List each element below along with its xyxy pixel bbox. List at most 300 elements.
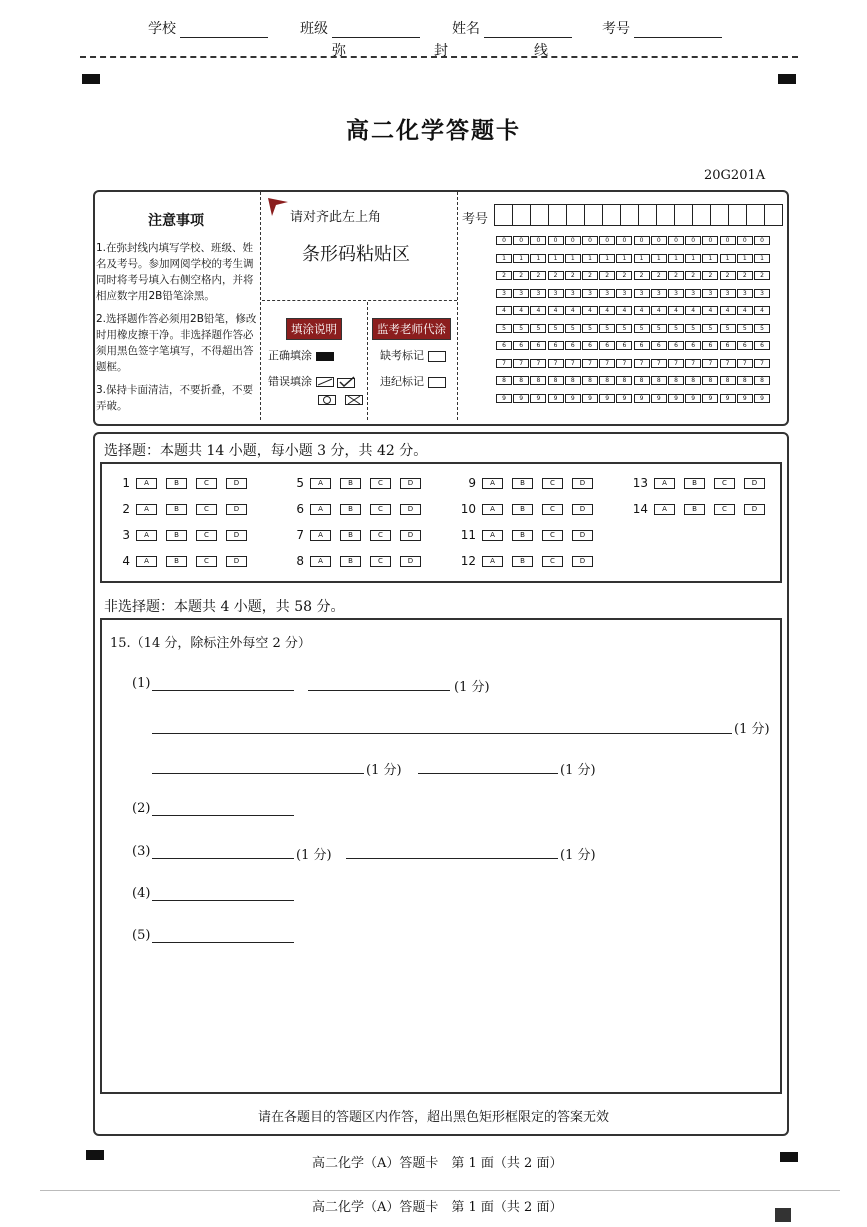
choice-question-row	[286, 476, 430, 490]
question-number: 4	[122, 554, 130, 568]
choice-question-row	[630, 476, 774, 490]
part-label: (4)	[132, 886, 151, 901]
barcode-hint: 请对齐此左上角	[290, 210, 382, 225]
option-bubble[interactable]: C	[542, 478, 563, 489]
absent-mark[interactable]: 缺考标记	[380, 347, 446, 363]
option-bubble[interactable]: D	[572, 556, 593, 567]
exam-digit-bubble[interactable]: 3	[565, 289, 581, 298]
exam-digit-bubble[interactable]: 8	[565, 376, 581, 385]
exam-digit-bubble[interactable]: 6	[599, 341, 615, 350]
alignment-mark	[775, 1208, 791, 1222]
exam-digit-bubble[interactable]: 8	[599, 376, 615, 385]
choice-grid	[100, 462, 778, 579]
exam-digit-bubble[interactable]: 7	[754, 359, 770, 368]
answer-blank[interactable]	[152, 773, 364, 774]
exam-digit-bubble[interactable]: 7	[616, 359, 632, 368]
alignment-mark	[780, 1152, 798, 1162]
exam-digit-bubble[interactable]: 9	[754, 394, 770, 403]
exam-digit-bubble[interactable]: 3	[685, 289, 701, 298]
exam-digit-bubble[interactable]: 9	[548, 394, 564, 403]
exam-digit-bubble[interactable]: 7	[634, 359, 650, 368]
option-bubble[interactable]: B	[512, 530, 533, 541]
exam-digit-bubble[interactable]: 6	[685, 341, 701, 350]
alignment-mark	[82, 74, 100, 84]
exam-digit-bubble[interactable]: 8	[668, 376, 684, 385]
exam-digit-bubble[interactable]: 3	[582, 289, 598, 298]
exam-digit-bubble[interactable]: 4	[668, 306, 684, 315]
option-bubble[interactable]: A	[654, 504, 675, 515]
option-bubble[interactable]: A	[310, 530, 331, 541]
exam-digit-bubble[interactable]: 5	[668, 324, 684, 333]
option-bubble[interactable]: C	[370, 478, 391, 489]
score-note: (1 分)	[366, 763, 402, 778]
exam-digit-bubble[interactable]: 6	[737, 341, 753, 350]
choice-question-row	[112, 528, 256, 542]
exam-digit-bubble[interactable]: 6	[548, 341, 564, 350]
empty-box-icon	[428, 351, 446, 362]
exam-digit-bubble[interactable]: 0	[513, 236, 529, 245]
choice-question-row	[112, 476, 256, 490]
seal-char: 封	[434, 43, 450, 59]
exam-digit-bubble[interactable]: 7	[702, 359, 718, 368]
violation-mark[interactable]: 违纪标记	[380, 373, 446, 389]
option-bubble[interactable]: D	[744, 504, 765, 515]
exam-digit-bubble[interactable]: 8	[754, 376, 770, 385]
part-label: (3)	[132, 844, 151, 859]
exam-digit-bubble[interactable]: 8	[651, 376, 667, 385]
correct-fill-row: 正确填涂	[268, 347, 334, 363]
option-bubble[interactable]: D	[226, 556, 247, 567]
exam-digit-bubble[interactable]: 3	[599, 289, 615, 298]
exam-digit-bubble[interactable]: 2	[496, 271, 512, 280]
option-bubble[interactable]: C	[714, 504, 735, 515]
exam-digit-bubble[interactable]: 5	[496, 324, 512, 333]
exam-digit-bubble[interactable]: 4	[530, 306, 546, 315]
exam-digit-bubble[interactable]: 4	[496, 306, 512, 315]
option-bubble[interactable]: B	[340, 556, 361, 567]
question-number: 10	[460, 502, 476, 516]
exam-digit-bubble[interactable]: 0	[702, 236, 718, 245]
option-bubble[interactable]: B	[512, 556, 533, 567]
option-bubble[interactable]: C	[196, 530, 217, 541]
exam-digit-bubble[interactable]: 6	[634, 341, 650, 350]
exam-digit-bubble[interactable]: 5	[754, 324, 770, 333]
exam-digit-bubble[interactable]: 5	[513, 324, 529, 333]
cross-box-icon	[345, 394, 363, 406]
exam-digit-bubble[interactable]: 5	[582, 324, 598, 333]
exam-digit-bubble[interactable]: 3	[668, 289, 684, 298]
exam-digit-bubble[interactable]: 7	[651, 359, 667, 368]
choice-question-row	[286, 502, 430, 516]
exam-digit-bubble[interactable]: 9	[651, 394, 667, 403]
exam-digit-bubble[interactable]: 2	[651, 271, 667, 280]
exam-digit-bubble[interactable]: 0	[565, 236, 581, 245]
exam-digit-bubble[interactable]: 6	[616, 341, 632, 350]
exam-digit-bubble[interactable]: 0	[737, 236, 753, 245]
exam-digit-bubble[interactable]: 3	[702, 289, 718, 298]
option-bubble[interactable]: B	[166, 504, 187, 515]
question-number: 6	[296, 502, 304, 516]
alignment-mark	[778, 74, 796, 84]
option-bubble[interactable]: D	[226, 478, 247, 489]
option-bubble[interactable]: B	[166, 478, 187, 489]
exam-digit-bubble[interactable]: 1	[685, 254, 701, 263]
exam-digit-bubble[interactable]: 4	[548, 306, 564, 315]
school-field[interactable]: 学校	[148, 18, 268, 38]
option-bubble[interactable]: C	[196, 556, 217, 567]
answer-blank[interactable]	[346, 858, 558, 859]
option-bubble[interactable]: B	[340, 478, 361, 489]
option-bubble[interactable]: D	[572, 530, 593, 541]
exam-digit-bubble[interactable]: 7	[737, 359, 753, 368]
exam-digit-bubble[interactable]: 8	[548, 376, 564, 385]
page-title: 高二化学答题卡	[346, 117, 521, 144]
exam-digit-bubble[interactable]: 9	[685, 394, 701, 403]
exam-digit-bubble[interactable]: 4	[565, 306, 581, 315]
exam-digit-bubble[interactable]: 4	[634, 306, 650, 315]
exam-digit-bubble[interactable]: 0	[530, 236, 546, 245]
exam-digit-bubble[interactable]: 6	[565, 341, 581, 350]
exam-digit-bubble[interactable]: 3	[651, 289, 667, 298]
divider	[260, 192, 261, 420]
page-footer-duplicate: 高二化学（A）答题卡 第 1 面（共 2 面）	[312, 1200, 563, 1215]
exam-digit-bubble[interactable]: 0	[720, 236, 736, 245]
exam-digit-bubble[interactable]: 9	[720, 394, 736, 403]
exam-digit-bubble[interactable]: 9	[616, 394, 632, 403]
exam-digit-bubble[interactable]: 1	[754, 254, 770, 263]
option-bubble[interactable]: A	[482, 504, 503, 515]
exam-number-field[interactable]: 考号	[602, 18, 722, 38]
question-number: 13	[632, 476, 648, 490]
option-bubble[interactable]: A	[654, 478, 675, 489]
exam-digit-bubble[interactable]: 3	[720, 289, 736, 298]
exam-digit-bubble[interactable]: 1	[496, 254, 512, 263]
exam-digit-bubble[interactable]: 6	[702, 341, 718, 350]
option-bubble[interactable]: A	[136, 530, 157, 541]
option-bubble[interactable]: D	[226, 530, 247, 541]
option-bubble[interactable]: A	[136, 504, 157, 515]
exam-digit-bubble[interactable]: 7	[548, 359, 564, 368]
exam-digit-bubble[interactable]: 0	[496, 236, 512, 245]
option-bubble[interactable]: A	[482, 530, 503, 541]
answer-blank[interactable]	[152, 900, 294, 901]
choice-question-row	[458, 528, 602, 542]
exam-digit-bubble[interactable]: 2	[720, 271, 736, 280]
exam-digit-bubble[interactable]: 1	[702, 254, 718, 263]
exam-digit-bubble[interactable]: 5	[565, 324, 581, 333]
exam-digit-bubble[interactable]: 2	[668, 271, 684, 280]
exam-digit-bubble[interactable]: 2	[599, 271, 615, 280]
option-bubble[interactable]: C	[196, 478, 217, 489]
exam-digit-bubble[interactable]: 5	[548, 324, 564, 333]
option-bubble[interactable]: D	[744, 478, 765, 489]
exam-digit-bubble[interactable]: 5	[634, 324, 650, 333]
exam-digit-bubble[interactable]: 9	[737, 394, 753, 403]
question-number: 11	[460, 528, 476, 542]
option-bubble[interactable]: A	[310, 478, 331, 489]
exam-digit-bubble[interactable]: 3	[513, 289, 529, 298]
choice-question-row	[112, 502, 256, 516]
exam-digit-bubble[interactable]: 3	[754, 289, 770, 298]
option-bubble[interactable]: C	[542, 504, 563, 515]
option-bubble[interactable]: D	[400, 504, 421, 515]
option-bubble[interactable]: B	[166, 556, 187, 567]
answer-blank[interactable]	[152, 858, 294, 859]
score-note: (1 分)	[454, 680, 490, 695]
exam-number-cells[interactable]	[494, 204, 782, 226]
exam-digit-bubble[interactable]: 2	[737, 271, 753, 280]
option-bubble[interactable]: A	[482, 478, 503, 489]
exam-digit-bubble[interactable]: 3	[616, 289, 632, 298]
exam-digit-bubble[interactable]: 8	[702, 376, 718, 385]
divider	[457, 192, 458, 420]
option-bubble[interactable]: B	[512, 504, 533, 515]
answer-blank[interactable]	[152, 942, 294, 943]
answer-blank[interactable]	[418, 773, 558, 774]
exam-digit-bubble[interactable]: 1	[599, 254, 615, 263]
name-field[interactable]: 姓名	[452, 18, 572, 38]
exam-digit-bubble[interactable]: 7	[599, 359, 615, 368]
option-bubble[interactable]: C	[714, 478, 735, 489]
exam-digit-bubble[interactable]: 7	[582, 359, 598, 368]
exam-digit-bubble[interactable]: 7	[668, 359, 684, 368]
exam-digit-bubble[interactable]: 7	[496, 359, 512, 368]
exam-digit-bubble[interactable]: 6	[582, 341, 598, 350]
check-box-icon	[337, 376, 355, 388]
corner-arrow-icon	[266, 196, 290, 218]
exam-digit-bubble[interactable]: 1	[616, 254, 632, 263]
scan-edge	[40, 1190, 840, 1191]
notice-item: 2.选择题作答必须用2B铅笔，修改时用橡皮擦干净。非选择题作答必须用黑色签字笔填写，不得超出答题框。	[96, 313, 257, 373]
option-bubble[interactable]: A	[136, 556, 157, 567]
option-bubble[interactable]: D	[400, 530, 421, 541]
answer-blank[interactable]	[308, 690, 450, 691]
option-bubble[interactable]: D	[400, 556, 421, 567]
exam-digit-bubble[interactable]: 4	[685, 306, 701, 315]
exam-digit-bubble[interactable]: 8	[616, 376, 632, 385]
exam-digit-bubble[interactable]: 2	[702, 271, 718, 280]
exam-digit-bubble[interactable]: 3	[548, 289, 564, 298]
exam-digit-bubble[interactable]: 0	[754, 236, 770, 245]
exam-digit-bubble[interactable]: 3	[737, 289, 753, 298]
exam-digit-bubble[interactable]: 6	[754, 341, 770, 350]
exam-digit-bubble[interactable]: 6	[651, 341, 667, 350]
notice-item: 3.保持卡面清洁，不要折叠，不要弄破。	[96, 384, 254, 412]
q15-heading: 15.（14 分，除标注外每空 2 分）	[110, 636, 311, 651]
question-number: 9	[468, 476, 476, 490]
question-number: 3	[122, 528, 130, 542]
exam-digit-bubble[interactable]: 9	[565, 394, 581, 403]
exam-digit-bubble[interactable]: 6	[668, 341, 684, 350]
notice-item: 1.在弥封线内填写学校、班级、姓名及考号。参加网阅学校的考生调同时将考号填入右侧空格内，并将相应数字用2B铅笔涂黑。	[96, 242, 254, 302]
exam-digit-bubble[interactable]: 0	[651, 236, 667, 245]
choice-question-row	[630, 502, 774, 516]
exam-digit-bubble[interactable]: 7	[720, 359, 736, 368]
answer-area-note: 请在各题目的答题区内作答，超出黑色矩形框限定的答案无效	[257, 1110, 609, 1125]
exam-digit-bubble[interactable]: 7	[565, 359, 581, 368]
exam-digit-bubble[interactable]: 2	[565, 271, 581, 280]
option-bubble[interactable]: C	[370, 530, 391, 541]
exam-digit-bubble[interactable]: 0	[599, 236, 615, 245]
score-note: (1 分)	[560, 848, 596, 863]
exam-digit-bubble[interactable]: 1	[668, 254, 684, 263]
exam-digit-bubble[interactable]: 9	[634, 394, 650, 403]
exam-digit-bubble[interactable]: 7	[530, 359, 546, 368]
exam-digit-bubble[interactable]: 4	[754, 306, 770, 315]
choice-question-row	[112, 554, 256, 568]
exam-digit-bubble[interactable]: 8	[582, 376, 598, 385]
option-bubble[interactable]: C	[370, 556, 391, 567]
option-bubble[interactable]: C	[196, 504, 217, 515]
exam-digit-bubble[interactable]: 0	[582, 236, 598, 245]
exam-digit-bubble[interactable]: 0	[685, 236, 701, 245]
option-bubble[interactable]: D	[572, 478, 593, 489]
exam-digit-bubble[interactable]: 2	[513, 271, 529, 280]
option-bubble[interactable]: D	[400, 478, 421, 489]
exam-digit-bubble[interactable]: 1	[720, 254, 736, 263]
exam-digit-bubble[interactable]: 1	[548, 254, 564, 263]
paper-code: 20G201A	[704, 168, 766, 183]
exam-digit-bubble[interactable]: 4	[651, 306, 667, 315]
part-label: (1)	[132, 676, 151, 691]
exam-number-label: 考号	[462, 212, 489, 227]
exam-digit-bubble[interactable]: 1	[582, 254, 598, 263]
seal-char: 弥	[332, 43, 348, 59]
option-bubble[interactable]: A	[482, 556, 503, 567]
question-number: 12	[460, 554, 476, 568]
exam-digit-bubble[interactable]: 2	[616, 271, 632, 280]
exam-digit-bubble[interactable]: 0	[616, 236, 632, 245]
exam-digit-bubble[interactable]: 9	[496, 394, 512, 403]
exam-digit-bubble[interactable]: 4	[702, 306, 718, 315]
exam-digit-bubble[interactable]: 6	[720, 341, 736, 350]
exam-digit-bubble[interactable]: 8	[530, 376, 546, 385]
option-bubble[interactable]: B	[512, 478, 533, 489]
exam-digit-bubble[interactable]: 5	[685, 324, 701, 333]
option-bubble[interactable]: A	[310, 556, 331, 567]
seal-line	[80, 56, 798, 58]
exam-digit-bubble[interactable]: 4	[599, 306, 615, 315]
exam-digit-bubble[interactable]: 6	[513, 341, 529, 350]
exam-digit-bubble[interactable]: 9	[668, 394, 684, 403]
exam-digit-bubble[interactable]: 4	[720, 306, 736, 315]
option-bubble[interactable]: B	[340, 530, 361, 541]
exam-digit-bubble[interactable]: 4	[582, 306, 598, 315]
nonchoice-section-title: 非选择题：本题共 4 小题，共 58 分。	[104, 599, 345, 615]
alignment-mark	[86, 1150, 104, 1160]
exam-digit-bubble[interactable]: 1	[565, 254, 581, 263]
exam-digit-bubble[interactable]: 5	[651, 324, 667, 333]
exam-digit-bubble[interactable]: 3	[496, 289, 512, 298]
option-bubble[interactable]: B	[166, 530, 187, 541]
seal-char: 线	[534, 43, 550, 59]
option-bubble[interactable]: C	[542, 530, 563, 541]
circle-box-icon	[318, 394, 336, 406]
exam-digit-bubble[interactable]: 9	[702, 394, 718, 403]
option-bubble[interactable]: D	[572, 504, 593, 515]
option-bubble[interactable]: B	[684, 478, 705, 489]
exam-digit-bubble[interactable]: 2	[548, 271, 564, 280]
option-bubble[interactable]: B	[340, 504, 361, 515]
exam-digit-bubble[interactable]: 7	[685, 359, 701, 368]
exam-digit-bubble[interactable]: 5	[599, 324, 615, 333]
exam-digit-bubble[interactable]: 5	[616, 324, 632, 333]
proctor-label: 监考老师代涂	[372, 318, 451, 340]
notice-title: 注意事项	[148, 213, 204, 229]
exam-digit-bubble[interactable]: 2	[582, 271, 598, 280]
part-label: (2)	[132, 801, 151, 816]
wrong-fill-row: 错误填涂	[268, 373, 355, 389]
divider	[367, 302, 368, 420]
exam-digit-bubble[interactable]: 0	[668, 236, 684, 245]
exam-digit-bubble[interactable]: 0	[548, 236, 564, 245]
exam-digit-bubble[interactable]: 1	[634, 254, 650, 263]
option-bubble[interactable]: A	[310, 504, 331, 515]
option-bubble[interactable]: B	[684, 504, 705, 515]
answer-blank[interactable]	[152, 690, 294, 691]
exam-digit-bubble[interactable]: 8	[720, 376, 736, 385]
exam-digit-bubble[interactable]: 1	[513, 254, 529, 263]
question-number: 7	[296, 528, 304, 542]
question-number: 14	[632, 502, 648, 516]
exam-digit-bubble[interactable]: 3	[634, 289, 650, 298]
exam-digit-bubble[interactable]: 7	[513, 359, 529, 368]
option-bubble[interactable]: C	[542, 556, 563, 567]
option-bubble[interactable]: C	[370, 504, 391, 515]
exam-digit-bubble[interactable]: 9	[582, 394, 598, 403]
exam-digit-bubble[interactable]: 6	[530, 341, 546, 350]
exam-digit-bubble[interactable]: 1	[530, 254, 546, 263]
exam-digit-bubble[interactable]: 8	[634, 376, 650, 385]
choice-section-title: 选择题：本题共 14 小题，每小题 3 分，共 42 分。	[104, 443, 428, 459]
exam-digit-bubble[interactable]: 2	[685, 271, 701, 280]
exam-digit-bubble[interactable]: 0	[634, 236, 650, 245]
class-field[interactable]: 班级	[300, 18, 420, 38]
page-footer: 高二化学（A）答题卡 第 1 面（共 2 面）	[312, 1156, 563, 1171]
exam-digit-bubble[interactable]: 5	[720, 324, 736, 333]
choice-question-row	[458, 476, 602, 490]
exam-digit-bubble[interactable]: 1	[651, 254, 667, 263]
exam-digit-bubble[interactable]: 4	[737, 306, 753, 315]
answer-blank[interactable]	[152, 815, 294, 816]
question-number: 1	[122, 476, 130, 490]
exam-digit-bubble[interactable]: 8	[513, 376, 529, 385]
option-bubble[interactable]: D	[226, 504, 247, 515]
exam-digit-bubble[interactable]: 9	[599, 394, 615, 403]
exam-digit-bubble[interactable]: 5	[737, 324, 753, 333]
exam-digit-bubble[interactable]: 5	[530, 324, 546, 333]
exam-digit-bubble[interactable]: 4	[513, 306, 529, 315]
answer-blank[interactable]	[152, 733, 732, 734]
exam-digit-bubble[interactable]: 1	[737, 254, 753, 263]
exam-digit-bubble[interactable]: 2	[634, 271, 650, 280]
score-note: (1 分)	[296, 848, 332, 863]
exam-digit-bubble[interactable]: 3	[530, 289, 546, 298]
exam-digit-bubble[interactable]: 2	[530, 271, 546, 280]
exam-digit-bubble[interactable]: 8	[496, 376, 512, 385]
exam-digit-bubble[interactable]: 9	[530, 394, 546, 403]
option-bubble[interactable]: A	[136, 478, 157, 489]
exam-number-bubbles[interactable]	[496, 236, 786, 412]
exam-digit-bubble[interactable]: 9	[513, 394, 529, 403]
exam-digit-bubble[interactable]: 4	[616, 306, 632, 315]
exam-digit-bubble[interactable]: 8	[685, 376, 701, 385]
exam-digit-bubble[interactable]: 5	[702, 324, 718, 333]
exam-digit-bubble[interactable]: 2	[754, 271, 770, 280]
exam-digit-bubble[interactable]: 6	[496, 341, 512, 350]
slash-box-icon	[316, 377, 334, 387]
exam-digit-bubble[interactable]: 8	[737, 376, 753, 385]
